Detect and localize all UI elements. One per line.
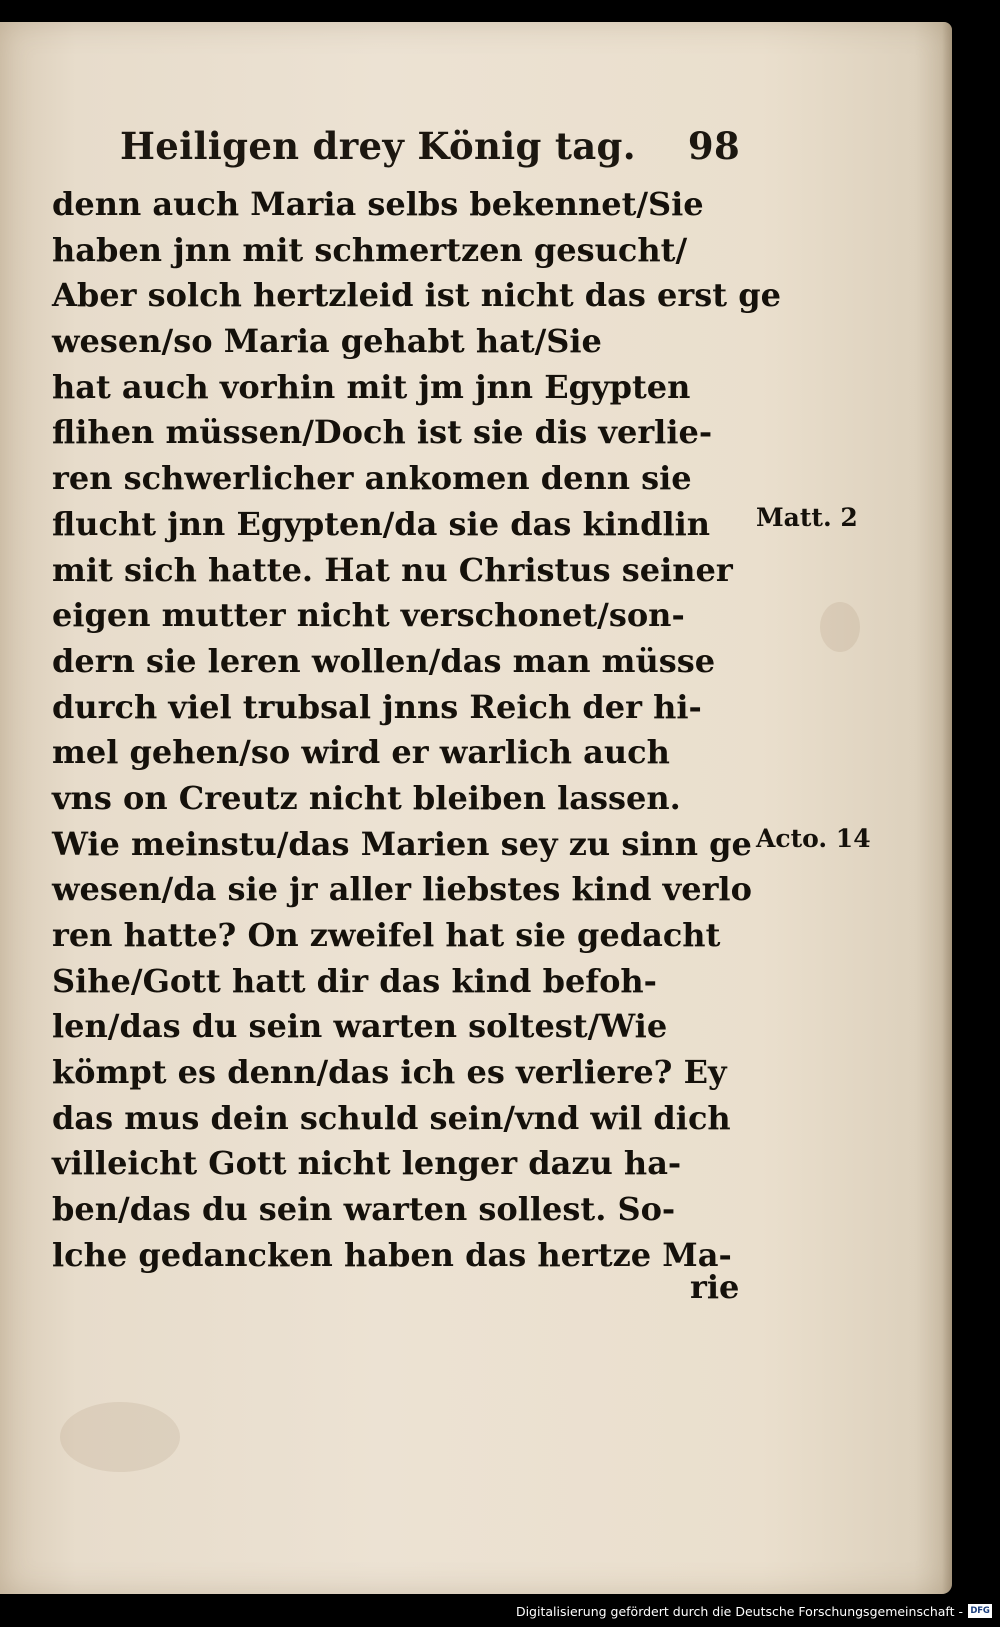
text-line: eigen mutter nicht verschonet/son- bbox=[52, 596, 685, 635]
running-head-title: Heiligen drey König tag. bbox=[120, 124, 636, 168]
marginal-note-acto: Acto. 14 bbox=[756, 824, 871, 853]
text-line: das mus dein schuld sein/vnd wil dich bbox=[52, 1098, 731, 1137]
marginal-note-matt: Matt. 2 bbox=[756, 503, 858, 532]
text-line: flihen müssen/Doch ist sie dis verlie- bbox=[52, 413, 713, 452]
catchword: rie bbox=[690, 1268, 740, 1306]
text-line: ben/das du sein warten sollest. So- bbox=[52, 1190, 676, 1229]
text-line: flucht jnn Egypten/da sie das kindlin bbox=[52, 504, 711, 543]
text-line: kömpt es denn/das ich es verliere? Ey bbox=[52, 1053, 727, 1092]
text-line: mel gehen/so wird er warlich auch bbox=[52, 733, 670, 772]
text-line: Aber solch hertzleid ist nicht das erst ge bbox=[52, 276, 781, 315]
text-line: durch viel trubsal jnns Reich der hi- bbox=[52, 687, 702, 726]
text-line: len/das du sein warten soltest/Wie bbox=[52, 1007, 668, 1046]
page-number: 98 bbox=[687, 124, 740, 168]
text-line: dern sie leren wollen/das man müsse bbox=[52, 641, 716, 680]
text-line: hat auch vorhin mit jm jnn Egypten bbox=[52, 367, 691, 406]
text-line: villeicht Gott nicht lenger dazu ha- bbox=[52, 1144, 682, 1183]
text-line: ren schwerlicher ankomen denn sie bbox=[52, 459, 692, 498]
text-line: lche gedancken haben das hertze Ma- bbox=[52, 1235, 732, 1274]
text-line: vns on Creutz nicht bleiben lassen. bbox=[52, 778, 681, 817]
book-page bbox=[0, 22, 952, 1594]
page-edge-shadow bbox=[942, 22, 952, 1594]
paper-stain bbox=[820, 602, 860, 652]
body-text bbox=[52, 182, 781, 1279]
funding-credit: Digitalisierung gefördert durch die Deutsche Forschungsgemeinschaft - bbox=[515, 1603, 963, 1619]
running-head bbox=[120, 124, 740, 174]
text-line: Sihe/Gott hatt dir das kind befoh- bbox=[52, 961, 657, 1000]
dfg-logo: DFG bbox=[968, 1604, 992, 1618]
text-line: Wie meinstu/das Marien sey zu sinn ge bbox=[52, 824, 752, 863]
text-line: denn auch Maria selbs bekennet/Sie bbox=[52, 185, 704, 223]
digitization-footer bbox=[516, 1599, 992, 1623]
paper-stain bbox=[60, 1402, 180, 1472]
text-line: ren hatte? On zweifel hat sie gedacht bbox=[52, 916, 721, 954]
text-line: mit sich hatte. Hat nu Christus seiner bbox=[52, 550, 733, 589]
text-line: haben jnn mit schmertzen gesucht/ bbox=[52, 230, 688, 269]
text-line: wesen/da sie jr aller liebstes kind verlo bbox=[52, 870, 752, 909]
text-line: wesen/so Maria gehabt hat/Sie bbox=[52, 322, 602, 361]
